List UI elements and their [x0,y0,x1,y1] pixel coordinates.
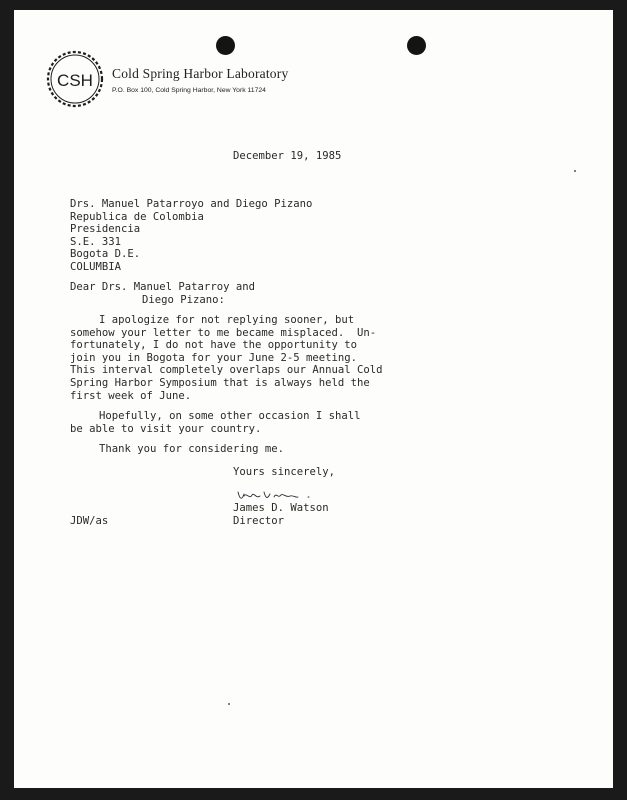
recipient-line: Drs. Manuel Patarroyo and Diego Pizano [70,198,313,210]
paragraph-line: This interval completely overlaps our Annual Cold [70,364,383,377]
punch-hole [216,36,235,55]
organization-address: P.O. Box 100, Cold Spring Harbor, New York 11724 [112,87,266,94]
paragraph-line: join you in Bogota for your June 2-5 meeting. [70,351,358,364]
recipient-line: COLUMBIA [70,261,122,273]
paragraph-line: I apologize for not replying sooner, but [99,314,355,326]
csh-logo [44,48,106,110]
salutation: Dear Drs. Manuel Patarroy and [70,281,255,293]
paragraph-line: be able to visit your country. [70,422,262,435]
paragraph-line: Hopefully, on some other occasion I shall [99,410,361,422]
recipient-line: Republica de Colombia [70,210,204,223]
punch-hole [407,36,426,55]
recipient-line: Bogota D.E. [70,248,141,261]
paragraph-line: somehow your letter to me became misplaced. Un- [70,326,377,339]
recipient-line: S.E. 331 [70,235,122,248]
signature-name: James D. Watson [233,502,329,514]
paragraph-line: first week of June. [70,389,192,402]
letter-page [14,10,613,788]
closing: Yours sincerely, [233,466,336,478]
recipient-line: Presidencia [70,223,141,236]
paragraph-line: fortunately, I do not have the opportunity to [70,339,358,352]
letter-date: December 19, 1985 [233,150,342,162]
signature-title: Director [233,515,285,527]
paper-speck [574,170,576,172]
typist-initials: JDW/as [70,515,109,527]
organization-name: Cold Spring Harbor Laboratory [112,66,289,81]
closing-thanks: Thank you for considering me. [99,443,284,455]
paper-speck [228,703,230,705]
salutation-continued: Diego Pizano: [142,293,225,306]
logo-text: CSH [57,71,93,90]
paragraph-line: Spring Harbor Symposium that is always held the [70,377,370,389]
